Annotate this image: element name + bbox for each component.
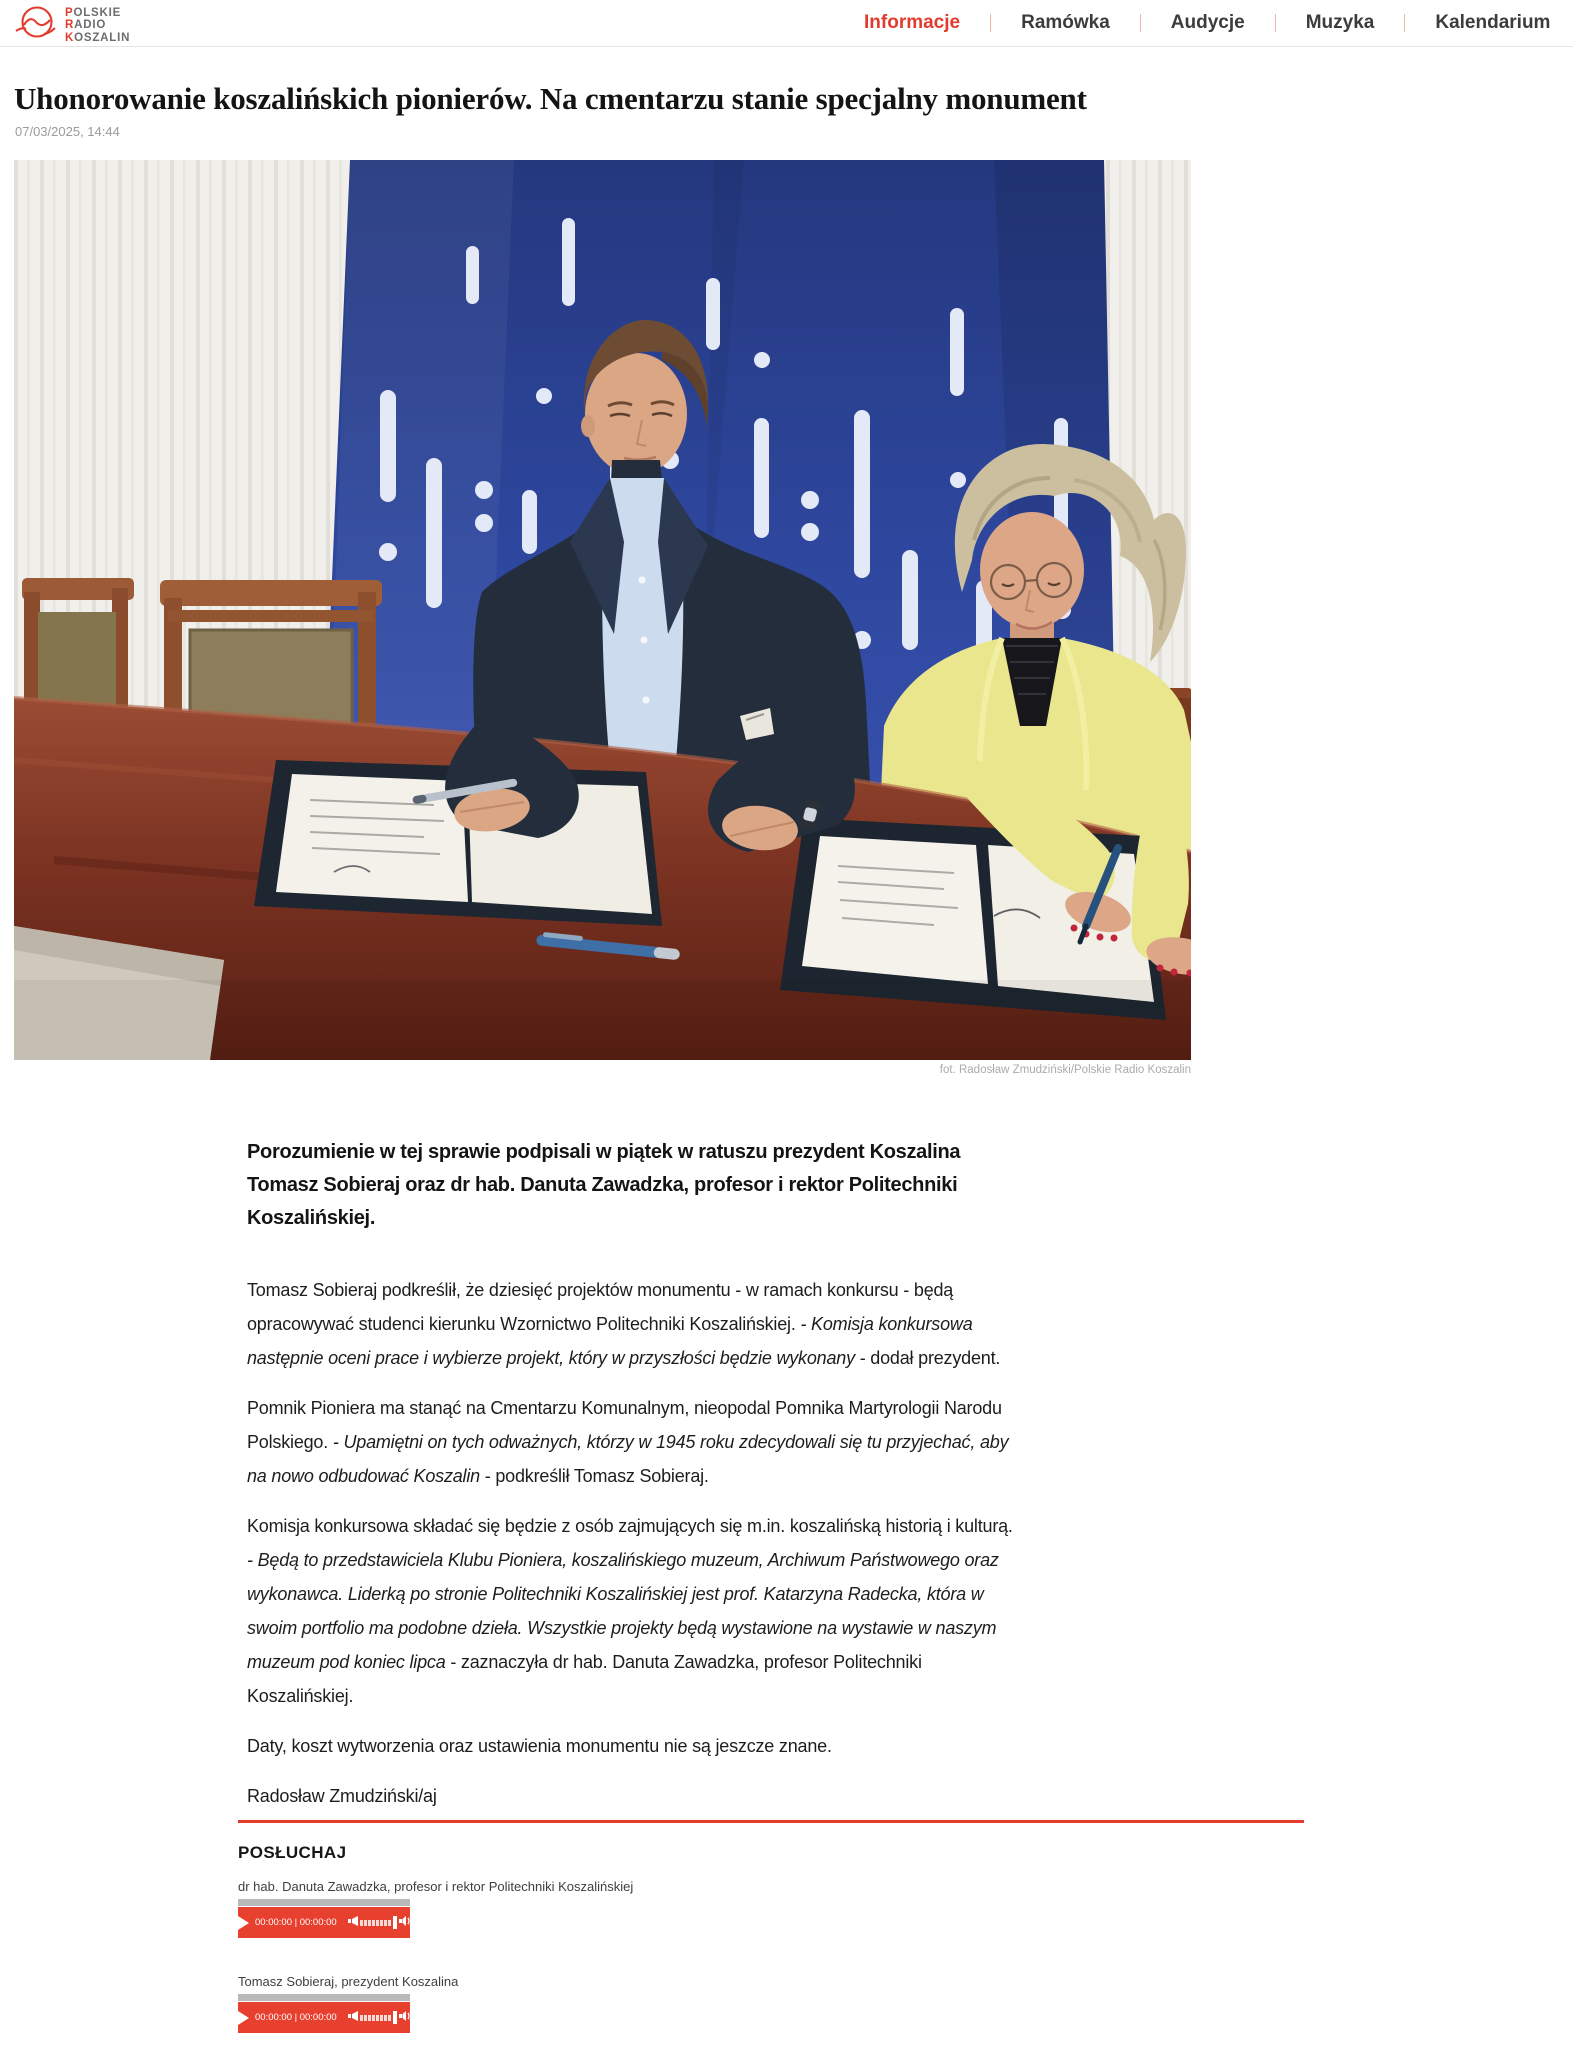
volume-slider[interactable]: [343, 1907, 417, 1938]
article-paragraphs: [247, 1273, 1022, 1813]
listen-heading: POSŁUCHAJ: [238, 1843, 347, 1862]
volume-tick: [376, 1920, 379, 1926]
article-paragraph: [247, 1509, 1022, 1713]
volume-tick: [384, 2015, 387, 2021]
seek-progress-bar[interactable]: [238, 1899, 410, 1906]
body-text: Komisja konkursowa składać się będzie z osób zajmujących się m.in. koszalińską historią i kulturą.: [247, 1516, 1013, 1536]
body-text: - podkreślił Tomasz Sobieraj.: [479, 1466, 709, 1486]
article-paragraph: [247, 1391, 1022, 1493]
article-body: [247, 1136, 1022, 1829]
player-controls-bar: [238, 1907, 410, 1938]
audio-player: [238, 1899, 410, 1938]
play-icon: [238, 2011, 249, 2025]
photo-credit: fot. Radosław Zmudziński/Polskie Radio Koszalin: [939, 1064, 1191, 1076]
body-text: Radosław Zmudziński/aj: [247, 1786, 437, 1806]
listen-section: [238, 1820, 1304, 2033]
article-date: 07/03/2025, 14:44: [15, 124, 120, 139]
volume-tick: [388, 2015, 391, 2021]
volume-tick: [380, 2015, 383, 2021]
audio-players: [238, 1879, 1304, 2033]
article-title: Uhonorowanie koszalińskich pionierów. Na cmentarzu stanie specjalny monument: [14, 80, 1087, 116]
station-logo[interactable]: [14, 3, 130, 48]
nav-item-muzyka[interactable]: Muzyka: [1305, 12, 1375, 33]
volume-tick: [376, 2015, 379, 2021]
article-lead: Porozumienie w tej sprawie podpisali w piątek w ratuszu prezydent Koszalina Tomasz Sobieraj oraz dr hab. Danuta Zawadzka, profesor i rektor Politechniki Koszalińskiej.: [247, 1141, 961, 1229]
volume-tick: [368, 2015, 371, 2021]
signing-ceremony-illustration: [14, 160, 1191, 1060]
volume-tick: [380, 1920, 383, 1926]
main-navigation: [864, 0, 1550, 46]
body-text: Daty, koszt wytworzenia oraz ustawienia monumentu nie są jeszcze znane.: [247, 1736, 832, 1756]
nav-separator: [990, 14, 991, 32]
nav-separator: [1140, 14, 1141, 32]
logo-text-line: RADIO: [65, 19, 107, 32]
volume-handle[interactable]: [393, 2011, 397, 2024]
volume-ticks[interactable]: [360, 1916, 397, 1929]
nav-item-informacje[interactable]: Informacje: [864, 12, 961, 33]
article-photo: [14, 160, 1191, 1060]
volume-tick: [368, 1920, 371, 1926]
radio-wave-logo-icon: [14, 3, 58, 48]
volume-tick: [384, 1920, 387, 1926]
speaker-icon[interactable]: [399, 2009, 413, 2027]
article-paragraph: [247, 1729, 1022, 1763]
nav-item-audycje[interactable]: Audycje: [1170, 12, 1245, 33]
header: [0, 0, 1573, 47]
logo-text-line: POLSKIE: [65, 6, 122, 19]
volume-tick: [372, 2015, 375, 2021]
nav-separator: [1275, 14, 1276, 32]
body-text: Pomnik Pioniera ma stanąć na Cmentarzu Komunalnym, nieopodal Pomnika Martyrologii Narodu Polskiego.: [247, 1398, 1002, 1452]
speaker-icon[interactable]: [399, 1914, 413, 1932]
body-text: Tomasz Sobieraj podkreślił, że dziesięć projektów monumentu - w ramach konkursu - będą opracowywać studenci kierunku Wzornictwo Politechniki Koszalińskiej.: [247, 1280, 954, 1334]
quote-text: - Upamiętni on tych odważnych, którzy w 1945 roku zdecydowali się tu przyjechać, aby na nowo odbudować Koszalin: [247, 1432, 1009, 1486]
volume-tick: [364, 2015, 367, 2021]
article-paragraph: [247, 1779, 1022, 1813]
volume-tick: [360, 1920, 363, 1926]
volume-handle[interactable]: [393, 1916, 397, 1929]
quote-text: - Będą to przedstawiciela Klubu Pioniera, koszalińskiego muzeum, Archiwum Państwowego oraz wykonawca. Liderką po stronie Politechniki Koszalińskiej jest prof. Katarzyna Radecka, która w swoim portfolio ma podobne dzieła. Wszystkie projekty będą wystawione na wystawie w naszym muzeum pod koniec lipca: [247, 1550, 999, 1672]
play-button[interactable]: [238, 1907, 249, 1938]
time-display: 00:00:00 | 00:00:00: [255, 1917, 337, 1928]
time-display: 00:00:00 | 00:00:00: [255, 2012, 337, 2023]
volume-mute-icon[interactable]: [347, 1914, 358, 1932]
volume-tick: [372, 1920, 375, 1926]
play-button[interactable]: [238, 2002, 249, 2033]
audio-player-label: dr hab. Danuta Zawadzka, profesor i rektor Politechniki Koszalińskiej: [238, 1879, 634, 1894]
quote-text: - Komisja konkursowa następnie oceni prace i wybierze projekt, który w przyszłości będzie wykonany: [247, 1314, 973, 1368]
volume-mute-icon[interactable]: [347, 2009, 358, 2027]
audio-player-label: Tomasz Sobieraj, prezydent Koszalina: [238, 1974, 459, 1989]
volume-slider[interactable]: [343, 2002, 417, 2033]
section-divider: [238, 1820, 1304, 1823]
logo-text: [65, 7, 130, 45]
logo-text-line: KOSZALIN: [65, 31, 131, 44]
nav-item-kalendarium[interactable]: Kalendarium: [1435, 12, 1551, 33]
volume-tick: [360, 2015, 363, 2021]
play-icon: [238, 1916, 249, 1930]
volume-tick: [364, 1920, 367, 1926]
nav-item-ramówka[interactable]: Ramówka: [1021, 12, 1110, 33]
audio-player-block: [238, 1974, 1304, 2033]
body-text: - zaznaczyła dr hab. Danuta Zawadzka, profesor Politechniki Koszalińskiej.: [247, 1652, 922, 1706]
nav-separator: [1404, 14, 1405, 32]
volume-tick: [388, 1920, 391, 1926]
volume-ticks[interactable]: [360, 2011, 397, 2024]
audio-player: [238, 1994, 410, 2033]
article-paragraph: [247, 1273, 1022, 1375]
audio-player-block: [238, 1879, 1304, 1938]
player-controls-bar: [238, 2002, 410, 2033]
body-text: - dodał prezydent.: [854, 1348, 1001, 1368]
seek-progress-bar[interactable]: [238, 1994, 410, 2001]
